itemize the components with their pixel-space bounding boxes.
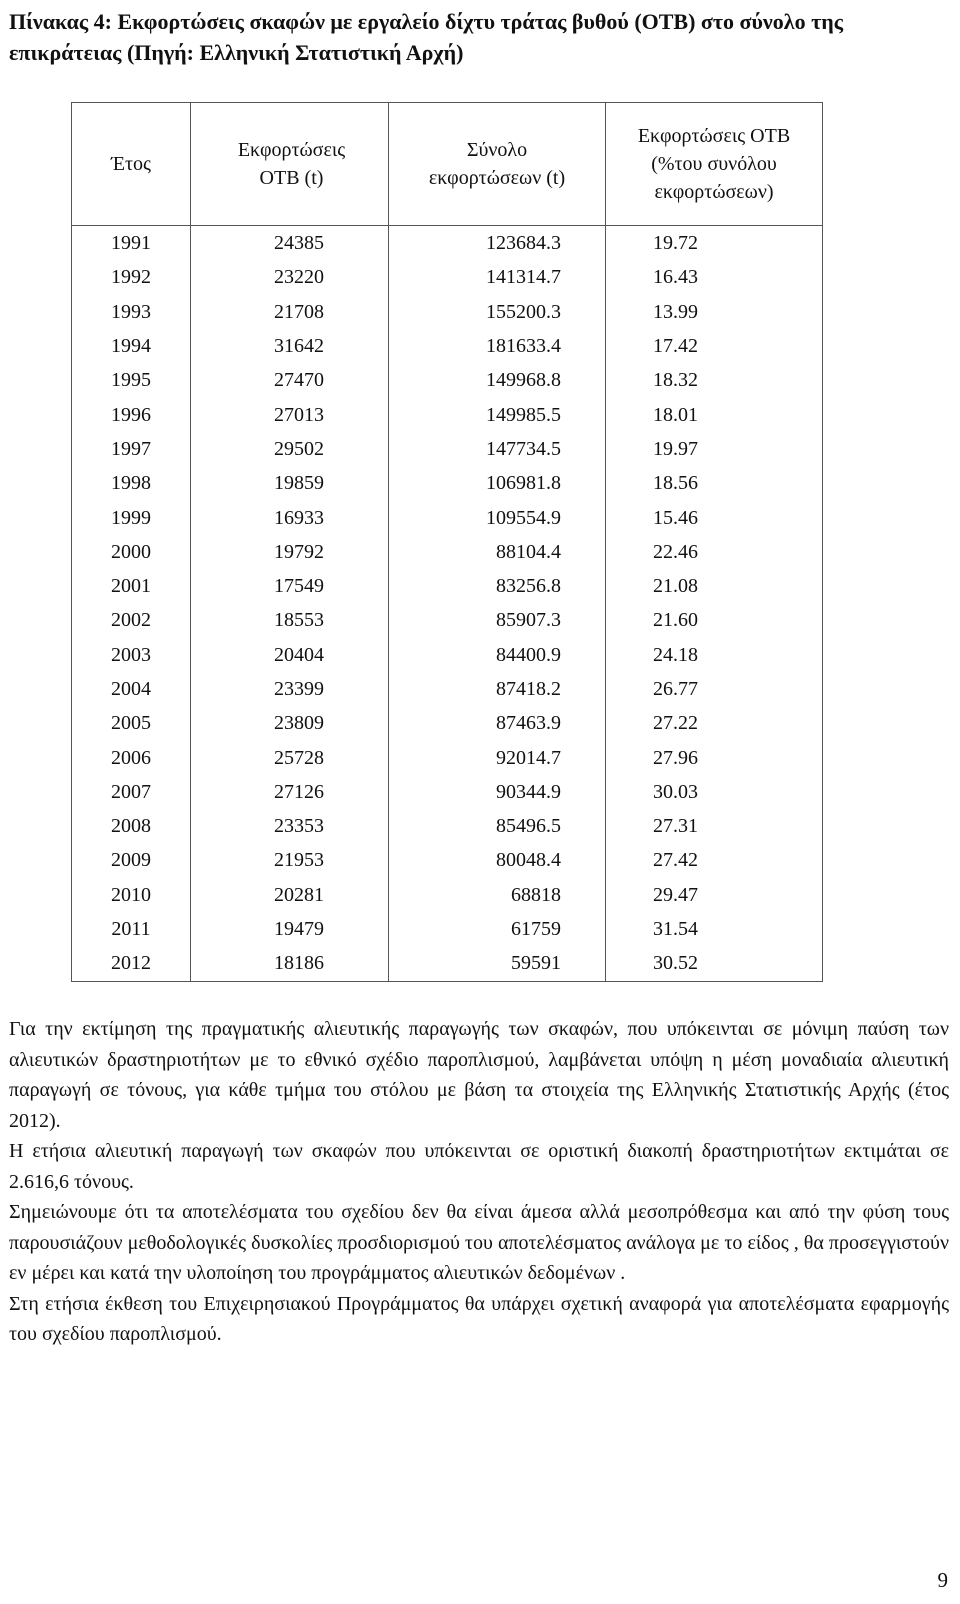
cell-year: 2011 — [72, 912, 191, 946]
header-otb-percent: Εκφορτώσεις ΟΤΒ (%του συνόλου εκφορτώσεων) — [606, 103, 823, 226]
table-header-row — [72, 103, 823, 226]
cell-year: 1993 — [72, 295, 191, 329]
cell-otb-percent: 29.47 — [606, 878, 823, 912]
paragraph: Σημειώνουμε ότι τα αποτελέσματα του σχεδίου δεν θα είναι άμεσα αλλά μεσοπρόθεσμα και από την φύση τους παρουσιάζουν μεθοδολογικές δυσκολίες προσδιορισμού του αποτελέσματος ανάλογα με το είδος , θα προσεγγιστούν εν μέρει και κατά την υλοποίηση του προγράμματος αλιευτικών δεδομένων . — [9, 1201, 949, 1284]
table-row — [72, 329, 823, 363]
cell-total-landings: 80048.4 — [389, 843, 606, 877]
cell-year: 1994 — [72, 329, 191, 363]
cell-total-landings: 88104.4 — [389, 535, 606, 569]
cell-total-landings: 106981.8 — [389, 466, 606, 500]
cell-year: 2008 — [72, 809, 191, 843]
cell-otb-landings: 23399 — [191, 672, 389, 706]
cell-year: 1995 — [72, 363, 191, 397]
cell-total-landings: 61759 — [389, 912, 606, 946]
cell-total-landings: 92014.7 — [389, 740, 606, 774]
cell-year: 2006 — [72, 740, 191, 774]
cell-otb-percent: 27.22 — [606, 706, 823, 740]
table-title: Πίνακας 4: Εκφορτώσεις σκαφών με εργαλείο δίχτυ τράτας βυθού (ΟΤΒ) στο σύνολο της επικράτειας (Πηγή: Ελληνική Στατιστική Αρχή) — [9, 9, 843, 65]
table-row — [72, 706, 823, 740]
cell-otb-landings: 19479 — [191, 912, 389, 946]
cell-otb-percent: 19.97 — [606, 432, 823, 466]
cell-otb-landings: 27013 — [191, 397, 389, 431]
landings-table-container — [71, 102, 823, 982]
cell-otb-percent: 16.43 — [606, 260, 823, 294]
cell-otb-percent: 15.46 — [606, 500, 823, 534]
table-row — [72, 843, 823, 877]
cell-otb-percent: 18.01 — [606, 397, 823, 431]
table-row — [72, 638, 823, 672]
cell-otb-landings: 17549 — [191, 569, 389, 603]
table-row — [72, 878, 823, 912]
cell-otb-landings: 29502 — [191, 432, 389, 466]
cell-otb-landings: 20281 — [191, 878, 389, 912]
cell-total-landings: 181633.4 — [389, 329, 606, 363]
table-row — [72, 432, 823, 466]
cell-year: 1998 — [72, 466, 191, 500]
cell-total-landings: 68818 — [389, 878, 606, 912]
cell-total-landings: 155200.3 — [389, 295, 606, 329]
landings-table — [71, 102, 823, 982]
paragraph: Η ετήσια αλιευτική παραγωγή των σκαφών που υπόκεινται σε οριστική διακοπή δραστηριοτήτων εκτιμάται σε 2.616,6 τόνους. — [9, 1140, 949, 1193]
cell-otb-percent: 27.96 — [606, 740, 823, 774]
cell-total-landings: 87463.9 — [389, 706, 606, 740]
cell-otb-landings: 24385 — [191, 226, 389, 261]
cell-year: 2007 — [72, 775, 191, 809]
table-row — [72, 912, 823, 946]
cell-otb-landings: 27126 — [191, 775, 389, 809]
cell-total-landings: 123684.3 — [389, 226, 606, 261]
cell-otb-percent: 27.31 — [606, 809, 823, 843]
cell-otb-percent: 22.46 — [606, 535, 823, 569]
cell-year: 1999 — [72, 500, 191, 534]
table-row — [72, 500, 823, 534]
cell-otb-landings: 20404 — [191, 638, 389, 672]
table-row — [72, 740, 823, 774]
cell-year: 2009 — [72, 843, 191, 877]
page-number: 9 — [937, 1568, 948, 1592]
cell-total-landings: 147734.5 — [389, 432, 606, 466]
cell-total-landings: 149968.8 — [389, 363, 606, 397]
cell-otb-landings: 18186 — [191, 946, 389, 981]
cell-total-landings: 83256.8 — [389, 569, 606, 603]
body-text — [9, 1014, 949, 1350]
table-row — [72, 260, 823, 294]
cell-total-landings: 87418.2 — [389, 672, 606, 706]
cell-year: 1997 — [72, 432, 191, 466]
table-row — [72, 295, 823, 329]
cell-year: 2002 — [72, 603, 191, 637]
cell-otb-percent: 27.42 — [606, 843, 823, 877]
header-total-landings: Σύνολο εκφορτώσεων (t) — [389, 103, 606, 226]
cell-otb-landings: 18553 — [191, 603, 389, 637]
cell-otb-landings: 25728 — [191, 740, 389, 774]
cell-otb-landings: 23809 — [191, 706, 389, 740]
table-body — [72, 226, 823, 982]
cell-total-landings: 90344.9 — [389, 775, 606, 809]
cell-year: 1992 — [72, 260, 191, 294]
cell-otb-landings: 21953 — [191, 843, 389, 877]
cell-otb-landings: 27470 — [191, 363, 389, 397]
table-row — [72, 603, 823, 637]
cell-year: 1991 — [72, 226, 191, 261]
cell-year: 2001 — [72, 569, 191, 603]
cell-otb-percent: 30.03 — [606, 775, 823, 809]
table-row — [72, 569, 823, 603]
cell-total-landings: 59591 — [389, 946, 606, 981]
cell-year: 2010 — [72, 878, 191, 912]
cell-otb-landings: 19859 — [191, 466, 389, 500]
cell-total-landings: 141314.7 — [389, 260, 606, 294]
cell-year: 2000 — [72, 535, 191, 569]
table-row — [72, 226, 823, 261]
table-row — [72, 535, 823, 569]
header-year: Έτος — [72, 103, 191, 226]
cell-otb-percent: 18.56 — [606, 466, 823, 500]
cell-year: 1996 — [72, 397, 191, 431]
table-row — [72, 397, 823, 431]
paragraph: Για την εκτίμηση της πραγματικής αλιευτικής παραγωγής των σκαφών, που υπόκεινται σε μόνιμη παύση των αλιευτικών δραστηριοτήτων με το εθνικό σχέδιο παροπλισμού, λαμβάνεται υπόψη η μέση μοναδιαία αλιευτική παραγωγή σε τόνους, για κάθε τμήμα του στόλου με βάση τα στοιχεία της Ελληνικής Στατιστικής Αρχής (έτος 2012). — [9, 1018, 949, 1132]
cell-otb-landings: 23220 — [191, 260, 389, 294]
cell-otb-percent: 31.54 — [606, 912, 823, 946]
table-row — [72, 466, 823, 500]
cell-otb-percent: 24.18 — [606, 638, 823, 672]
table-row — [72, 672, 823, 706]
cell-total-landings: 84400.9 — [389, 638, 606, 672]
cell-otb-percent: 30.52 — [606, 946, 823, 981]
cell-year: 2005 — [72, 706, 191, 740]
cell-otb-landings: 23353 — [191, 809, 389, 843]
cell-otb-percent: 21.08 — [606, 569, 823, 603]
cell-otb-percent: 18.32 — [606, 363, 823, 397]
cell-otb-landings: 21708 — [191, 295, 389, 329]
cell-otb-landings: 31642 — [191, 329, 389, 363]
header-otb-landings: Εκφορτώσεις ΟΤΒ (t) — [191, 103, 389, 226]
cell-total-landings: 109554.9 — [389, 500, 606, 534]
table-row — [72, 363, 823, 397]
cell-otb-percent: 19.72 — [606, 226, 823, 261]
cell-total-landings: 85496.5 — [389, 809, 606, 843]
table-row — [72, 809, 823, 843]
cell-otb-landings: 16933 — [191, 500, 389, 534]
table-row — [72, 946, 823, 981]
cell-year: 2004 — [72, 672, 191, 706]
cell-otb-percent: 21.60 — [606, 603, 823, 637]
cell-total-landings: 85907.3 — [389, 603, 606, 637]
cell-year: 2003 — [72, 638, 191, 672]
cell-year: 2012 — [72, 946, 191, 981]
cell-otb-percent: 17.42 — [606, 329, 823, 363]
cell-otb-percent: 26.77 — [606, 672, 823, 706]
cell-otb-percent: 13.99 — [606, 295, 823, 329]
cell-total-landings: 149985.5 — [389, 397, 606, 431]
cell-otb-landings: 19792 — [191, 535, 389, 569]
table-row — [72, 775, 823, 809]
paragraph: Στη ετήσια έκθεση του Επιχειρησιακού Προγράμματος θα υπάρχει σχετική αναφορά για αποτελέσματα εφαρμογής του σχεδίου παροπλισμού. — [9, 1292, 949, 1345]
